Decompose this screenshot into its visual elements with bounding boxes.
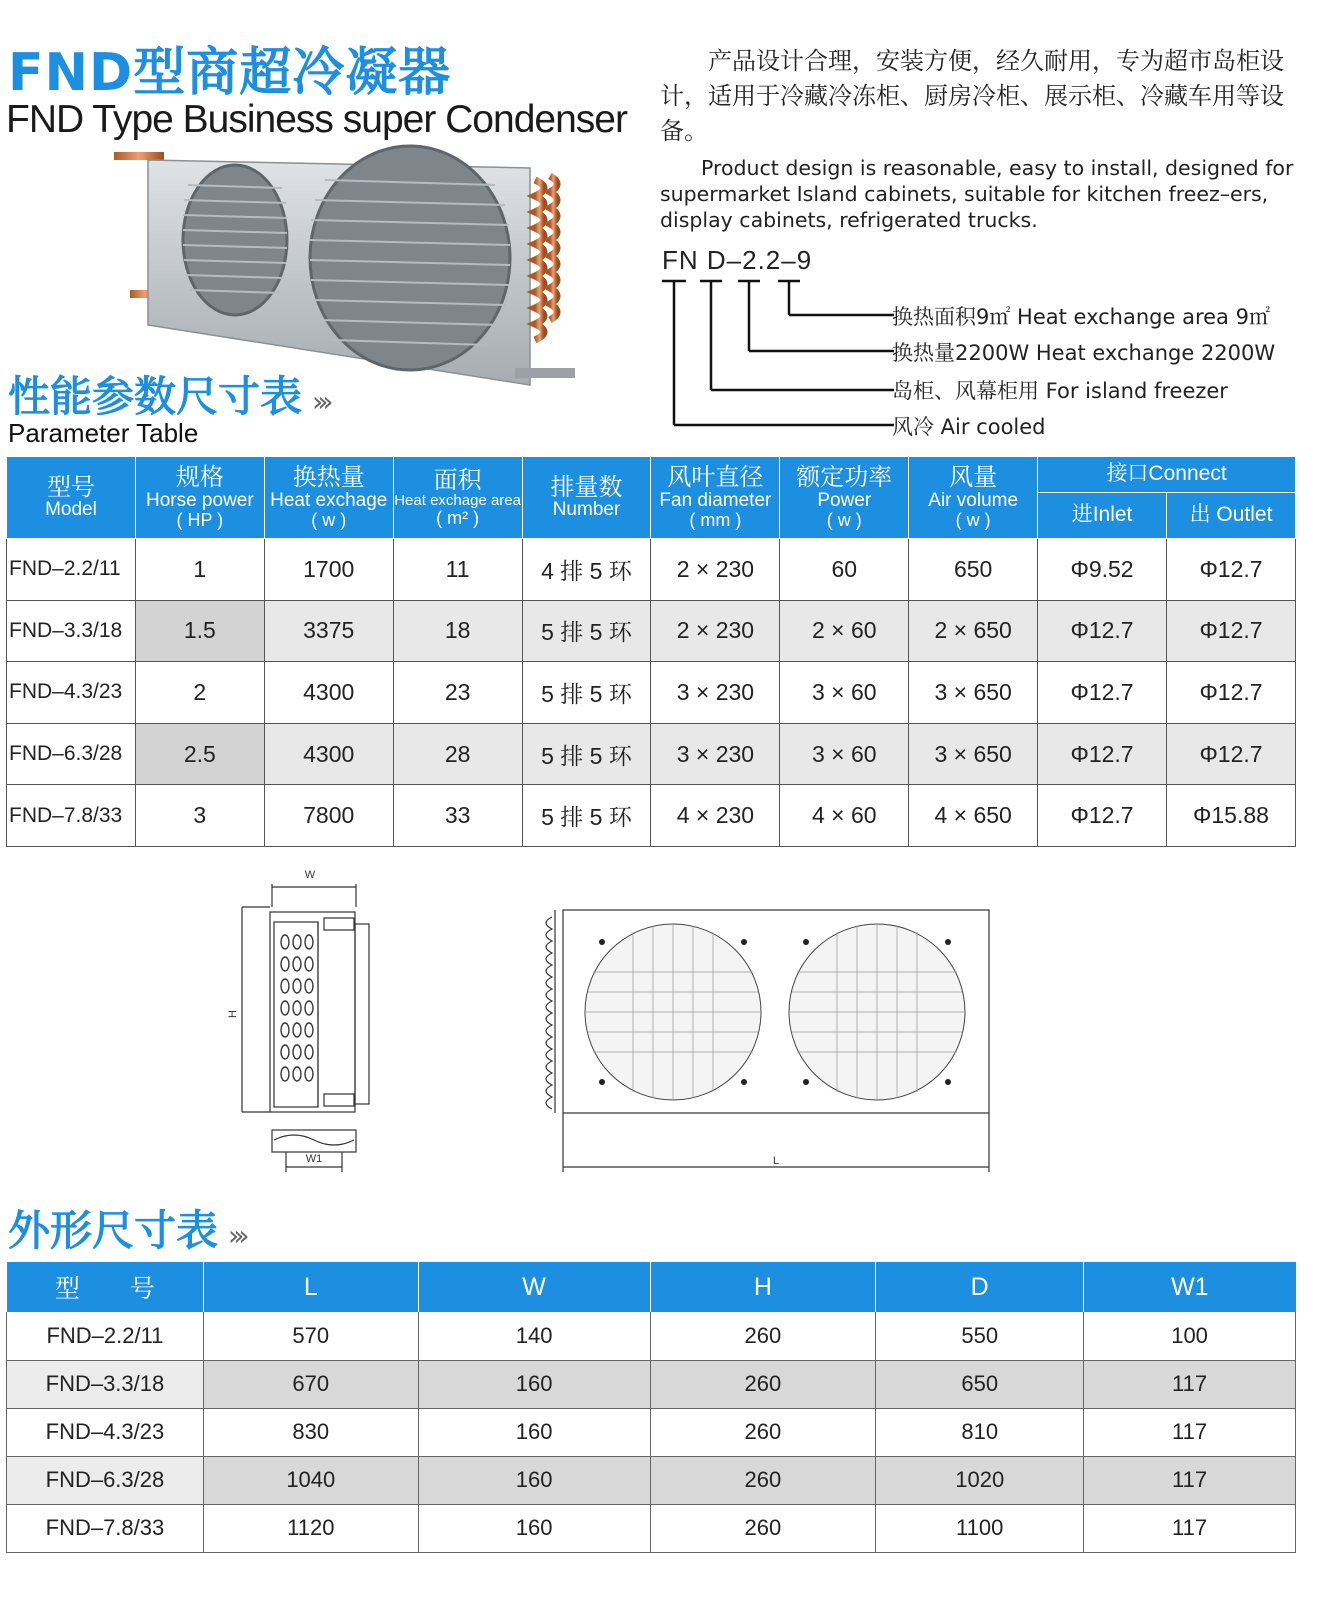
drawing-label-h: H — [227, 1010, 239, 1018]
param-section-title-text: 性能参数尺寸表 — [8, 372, 303, 421]
dim-header-l: L — [203, 1262, 418, 1312]
dim-header-d: D — [876, 1262, 1084, 1312]
header-model: 型号 Model — [7, 457, 136, 539]
header-horse-power: 规格 Horse power ( HP ) — [135, 457, 264, 539]
parameter-table — [6, 456, 1296, 847]
header-number: 排量数 Number — [522, 457, 651, 539]
model-code: FN D–2.2–9 — [662, 245, 813, 275]
description-en: Product design is reasonable, easy to install, designed for supermarket Island cabinets, suitable for kitchen freez–ers, display cabinets, refrigerated trucks. — [660, 156, 1294, 232]
legend-heat-exchange: 换热量2200W Heat exchange 2200W — [892, 341, 1276, 365]
legend-air-cooled: 风冷 Air cooled — [892, 415, 1046, 439]
table-row: FND–7.8/33 3 7800 33 5 排 5 环 4 × 230 4 × 60 4 × 650 Φ12.7 Φ15.88 — [7, 785, 1296, 847]
header-power: 额定功率 Power ( w ) — [780, 457, 909, 539]
header-area: 面积 Heat exchage area ( m² ) — [393, 457, 522, 539]
dim-header-w: W — [418, 1262, 650, 1312]
header-air-volume: 风量 Air volume ( w ) — [909, 457, 1038, 539]
header-heat-exchange: 换热量 Heat exchage ( w ) — [264, 457, 393, 539]
dimension-drawings — [227, 862, 1030, 1192]
table-row: FND–6.3/28 2.5 4300 28 5 排 5 环 3 × 230 3 × 60 3 × 650 Φ12.7 Φ12.7 — [7, 723, 1296, 785]
table-row: FND–2.2/11 1 1700 11 4 排 5 环 2 × 230 60 650 Φ9.52 Φ12.7 — [7, 539, 1296, 601]
table-row: FND–4.3/23 830 160 260 810 117 — [7, 1408, 1296, 1456]
table-row: FND–3.3/18 670 160 260 650 117 — [7, 1360, 1296, 1408]
dimension-table-header — [7, 1262, 1296, 1312]
chevron-right-icon: ››› — [228, 1219, 244, 1252]
drawing-label-w1: W1 — [305, 1153, 323, 1165]
header-connect: 接口Connect — [1038, 457, 1296, 493]
legend-heat-area: 换热面积9㎡ Heat exchange area 9㎡ — [892, 305, 1270, 329]
dim-header-model: 型 号 — [7, 1262, 204, 1312]
chevron-right-icon: ››› — [312, 385, 328, 418]
dim-section-title — [8, 1198, 244, 1258]
drawing-label-l: L — [772, 1155, 780, 1167]
description-cn: 产品设计合理，安装方便，经久耐用，专为超市岛柜设计，适用于冷藏冷冻柜、厨房冷柜、展示柜、冷藏车用等设备。 — [660, 47, 1284, 145]
table-row: FND–7.8/33 1120 160 260 1100 117 — [7, 1504, 1296, 1552]
legend-lines — [650, 245, 900, 445]
page-title-en: FND Type Business super Condenser — [6, 98, 627, 141]
param-section-title — [8, 364, 328, 424]
page-title: FND型商超冷凝器 — [8, 43, 452, 103]
table-row: FND–2.2/11 570 140 260 550 100 — [7, 1312, 1296, 1360]
param-section-subtitle: Parameter Table — [8, 418, 199, 448]
product-description — [660, 44, 1300, 233]
header-inlet: 进Inlet — [1038, 493, 1167, 539]
dim-section-title-text: 外形尺寸表 — [8, 1206, 219, 1255]
model-code-legend — [650, 245, 1320, 445]
table-row: FND–4.3/23 2 4300 23 5 排 5 环 3 × 230 3 × 60 3 × 650 Φ12.7 Φ12.7 — [7, 662, 1296, 724]
dim-header-w1: W1 — [1084, 1262, 1296, 1312]
dim-header-h: H — [650, 1262, 876, 1312]
table-row: FND–3.3/18 1.5 3375 18 5 排 5 环 2 × 230 2 × 60 2 × 650 Φ12.7 Φ12.7 — [7, 600, 1296, 662]
drawing-label-w: W — [304, 869, 316, 881]
legend-island: 岛柜、风幕柜用 For island freezer — [892, 379, 1228, 403]
dimension-table — [6, 1262, 1296, 1553]
table-row: FND–6.3/28 1040 160 260 1020 117 — [7, 1456, 1296, 1504]
condenser-product-image — [110, 140, 600, 390]
header-outlet: 出 Outlet — [1167, 493, 1296, 539]
header-fan-diameter: 风叶直径 Fan diameter ( mm ) — [651, 457, 780, 539]
